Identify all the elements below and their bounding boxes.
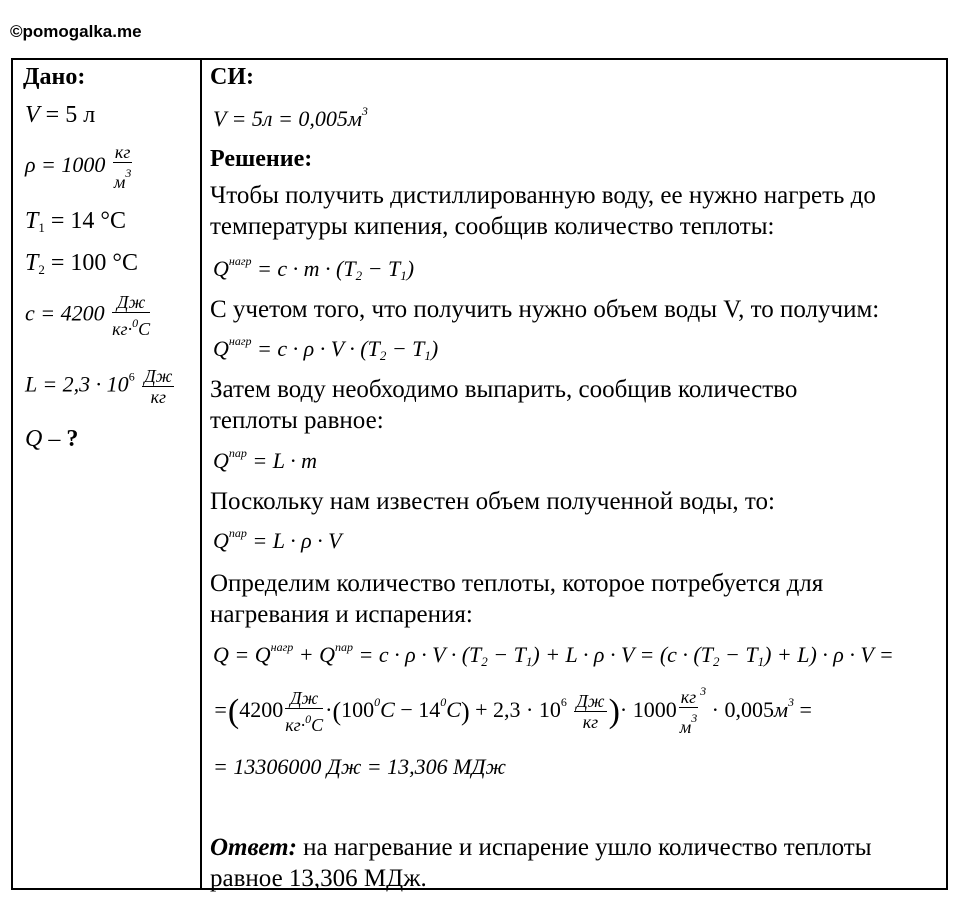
given-volume: V = 5 л: [25, 102, 96, 128]
formula-vaporization-mass: $Q^{пар} = L \cdot m$: [213, 446, 317, 473]
para-1-line-2: температуры кипения, сообщив количество теплоты:: [210, 213, 775, 240]
para-5-line-1: Определим количество теплоты, которое потребуется для: [210, 570, 824, 597]
formula-total-line-2: =(4200 $\frac{Дж}{кг\cdot^0C}$ $\cdot(100^0C - 14^0C) + 2,3 \cdot 10^6$ $\frac{Дж}{кг}$ )· 1000 $\frac{кг}{м^3}$ $^3 \cdot 0,005м^3$ =: [213, 684, 812, 737]
given-t1: $T_1 = 14$ °C: [25, 208, 126, 235]
given-latent-heat: $L = 2,3 \cdot 10^6$ $\frac{Дж}{кг}$: [25, 366, 173, 407]
formula-total-line-1: $Q = Q^{нагр} + Q^{пар} = c \cdot \rho \cdot V \cdot (T_2 - T_1) + L \cdot \rho \cdot V = (c \cdot (T_2 - T_1) + L) \cdot \rho \cdot V$ =: [213, 640, 894, 669]
formula-heating-volume: $Q^{нагр} = c \cdot \rho \cdot V \cdot (T_2 - T_1)$: [213, 334, 439, 363]
si-conversion: $V = 5л = 0,005м^3$: [213, 104, 368, 131]
formula-vaporization-volume: $Q^{пар} = L \cdot \rho \cdot V$: [213, 526, 342, 553]
para-4: Поскольку нам известен объем полученной воды, то:: [210, 488, 775, 515]
answer-line-2: равное 13,306 МДж.: [210, 865, 427, 892]
para-3-line-1: Затем воду необходимо выпарить, сообщив количество: [210, 376, 798, 403]
given-heat-capacity: c = 4200 $\frac{Дж}{кг\cdot^0C}$: [25, 292, 151, 339]
formula-heating-mass: $Q^{нагр} = c \cdot m \cdot (T_2 - T_1)$: [213, 254, 415, 283]
column-divider: [200, 60, 202, 888]
problem-table: [11, 58, 948, 890]
para-5-line-2: нагревания и испарения:: [210, 601, 473, 628]
si-title: СИ:: [210, 64, 254, 90]
para-2: С учетом того, что получить нужно объем воды V, то получим:: [210, 296, 880, 323]
given-find-q: Q – ?: [25, 426, 79, 452]
para-1-line-1: Чтобы получить дистиллированную воду, ее нужно нагреть до: [210, 182, 876, 209]
solution-title: Решение:: [210, 146, 313, 172]
answer-line-1: Ответ: на нагревание и испарение ушло количество теплоты: [210, 834, 872, 861]
given-title: Дано:: [23, 64, 86, 90]
watermark: ©pomogalka.me: [10, 22, 142, 41]
given-density: ρ = 1000 $\frac{кг}{м^3}$: [25, 142, 132, 192]
para-3-line-2: теплоты равное:: [210, 407, 384, 434]
given-t2: $T_2 = 100$ °C: [25, 250, 138, 277]
formula-total-result: = 13306000 Дж = 13,306 МДж: [213, 754, 506, 779]
